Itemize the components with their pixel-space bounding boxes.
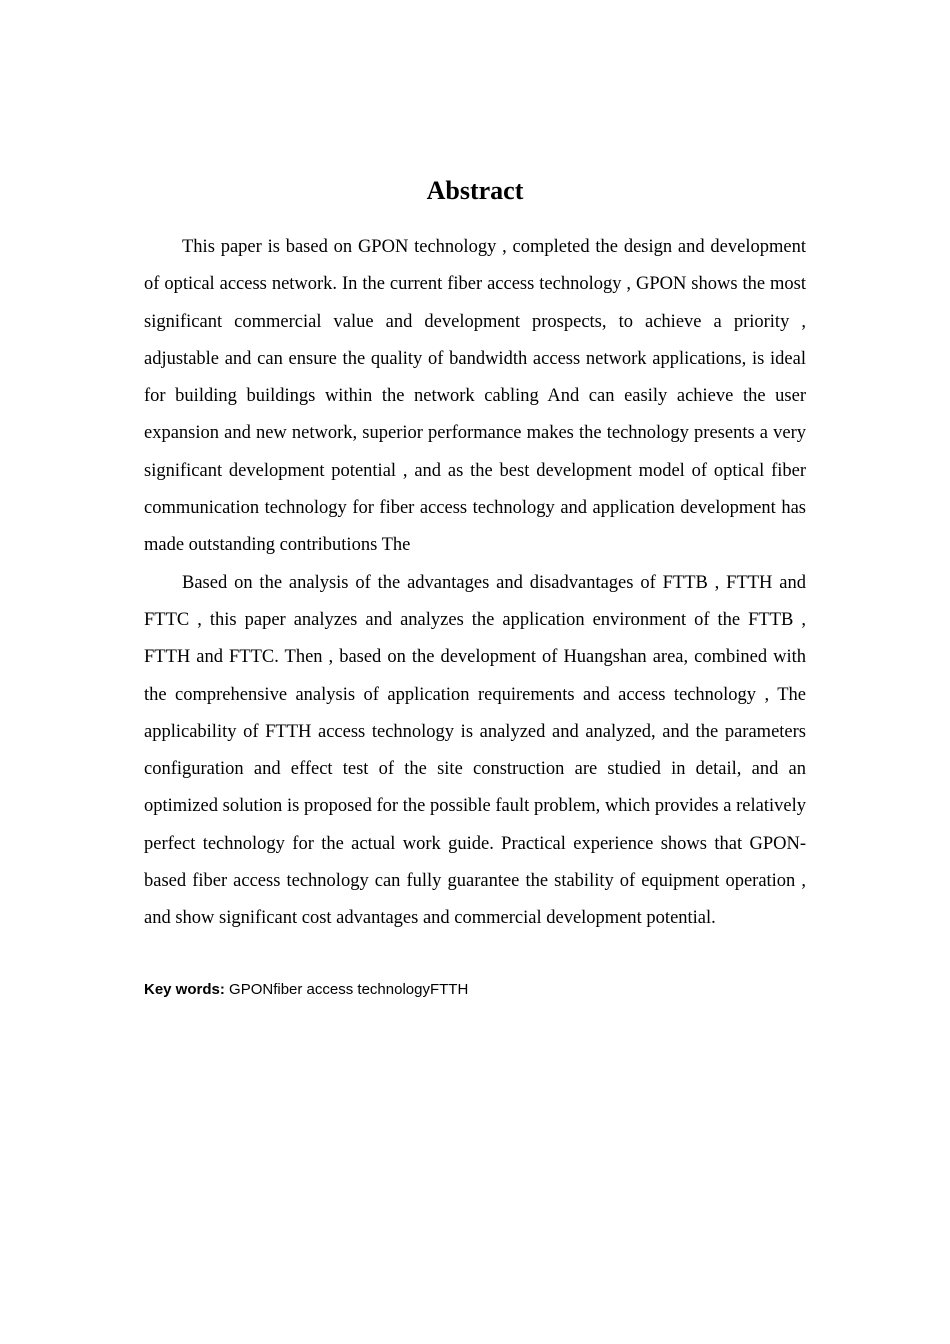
abstract-paragraph-2: Based on the analysis of the advantages and disadvantages of FTTB , FTTH and FTTC , this paper analyzes and analyzes the application environment of the FTTB , FTTH and FTTC. Then , based on the development of Huangshan area, combined with the comprehensive analysis of application requirements and access technology , The applicability of FTTH access technology is analyzed and analyzed, and the parameters configuration and effect test of the site construction are studied in detail, and an optimized solution is proposed for the possible fault problem, which provides a relatively perfect technology for the actual work guide. Practical experience shows that GPON-based fiber access technology can fully guarantee the stability of equipment operation , and show significant cost advantages and commercial development potential.: [144, 572, 806, 929]
keywords-value: GPONfiber access technologyFTTH: [229, 981, 469, 998]
abstract-body: [144, 229, 806, 938]
abstract-paragraph-1: This paper is based on GPON technology , completed the design and development of optical access network. In the current fiber access technology , GPON shows the most significant commercial value and development prospects, to achieve a priority , adjustable and can ensure the quality of bandwidth access network applications, is ideal for building buildings within the network cabling And can easily achieve the user expansion and new network, superior performance makes the technology presents a very significant development potential , and as the best development model of optical fiber communication technology for fiber access technology and application development has made outstanding contributions The: [144, 237, 806, 556]
keywords-line: [144, 979, 806, 1001]
page-title: Abstract: [426, 176, 524, 206]
keywords-label: Key words:: [144, 981, 225, 998]
